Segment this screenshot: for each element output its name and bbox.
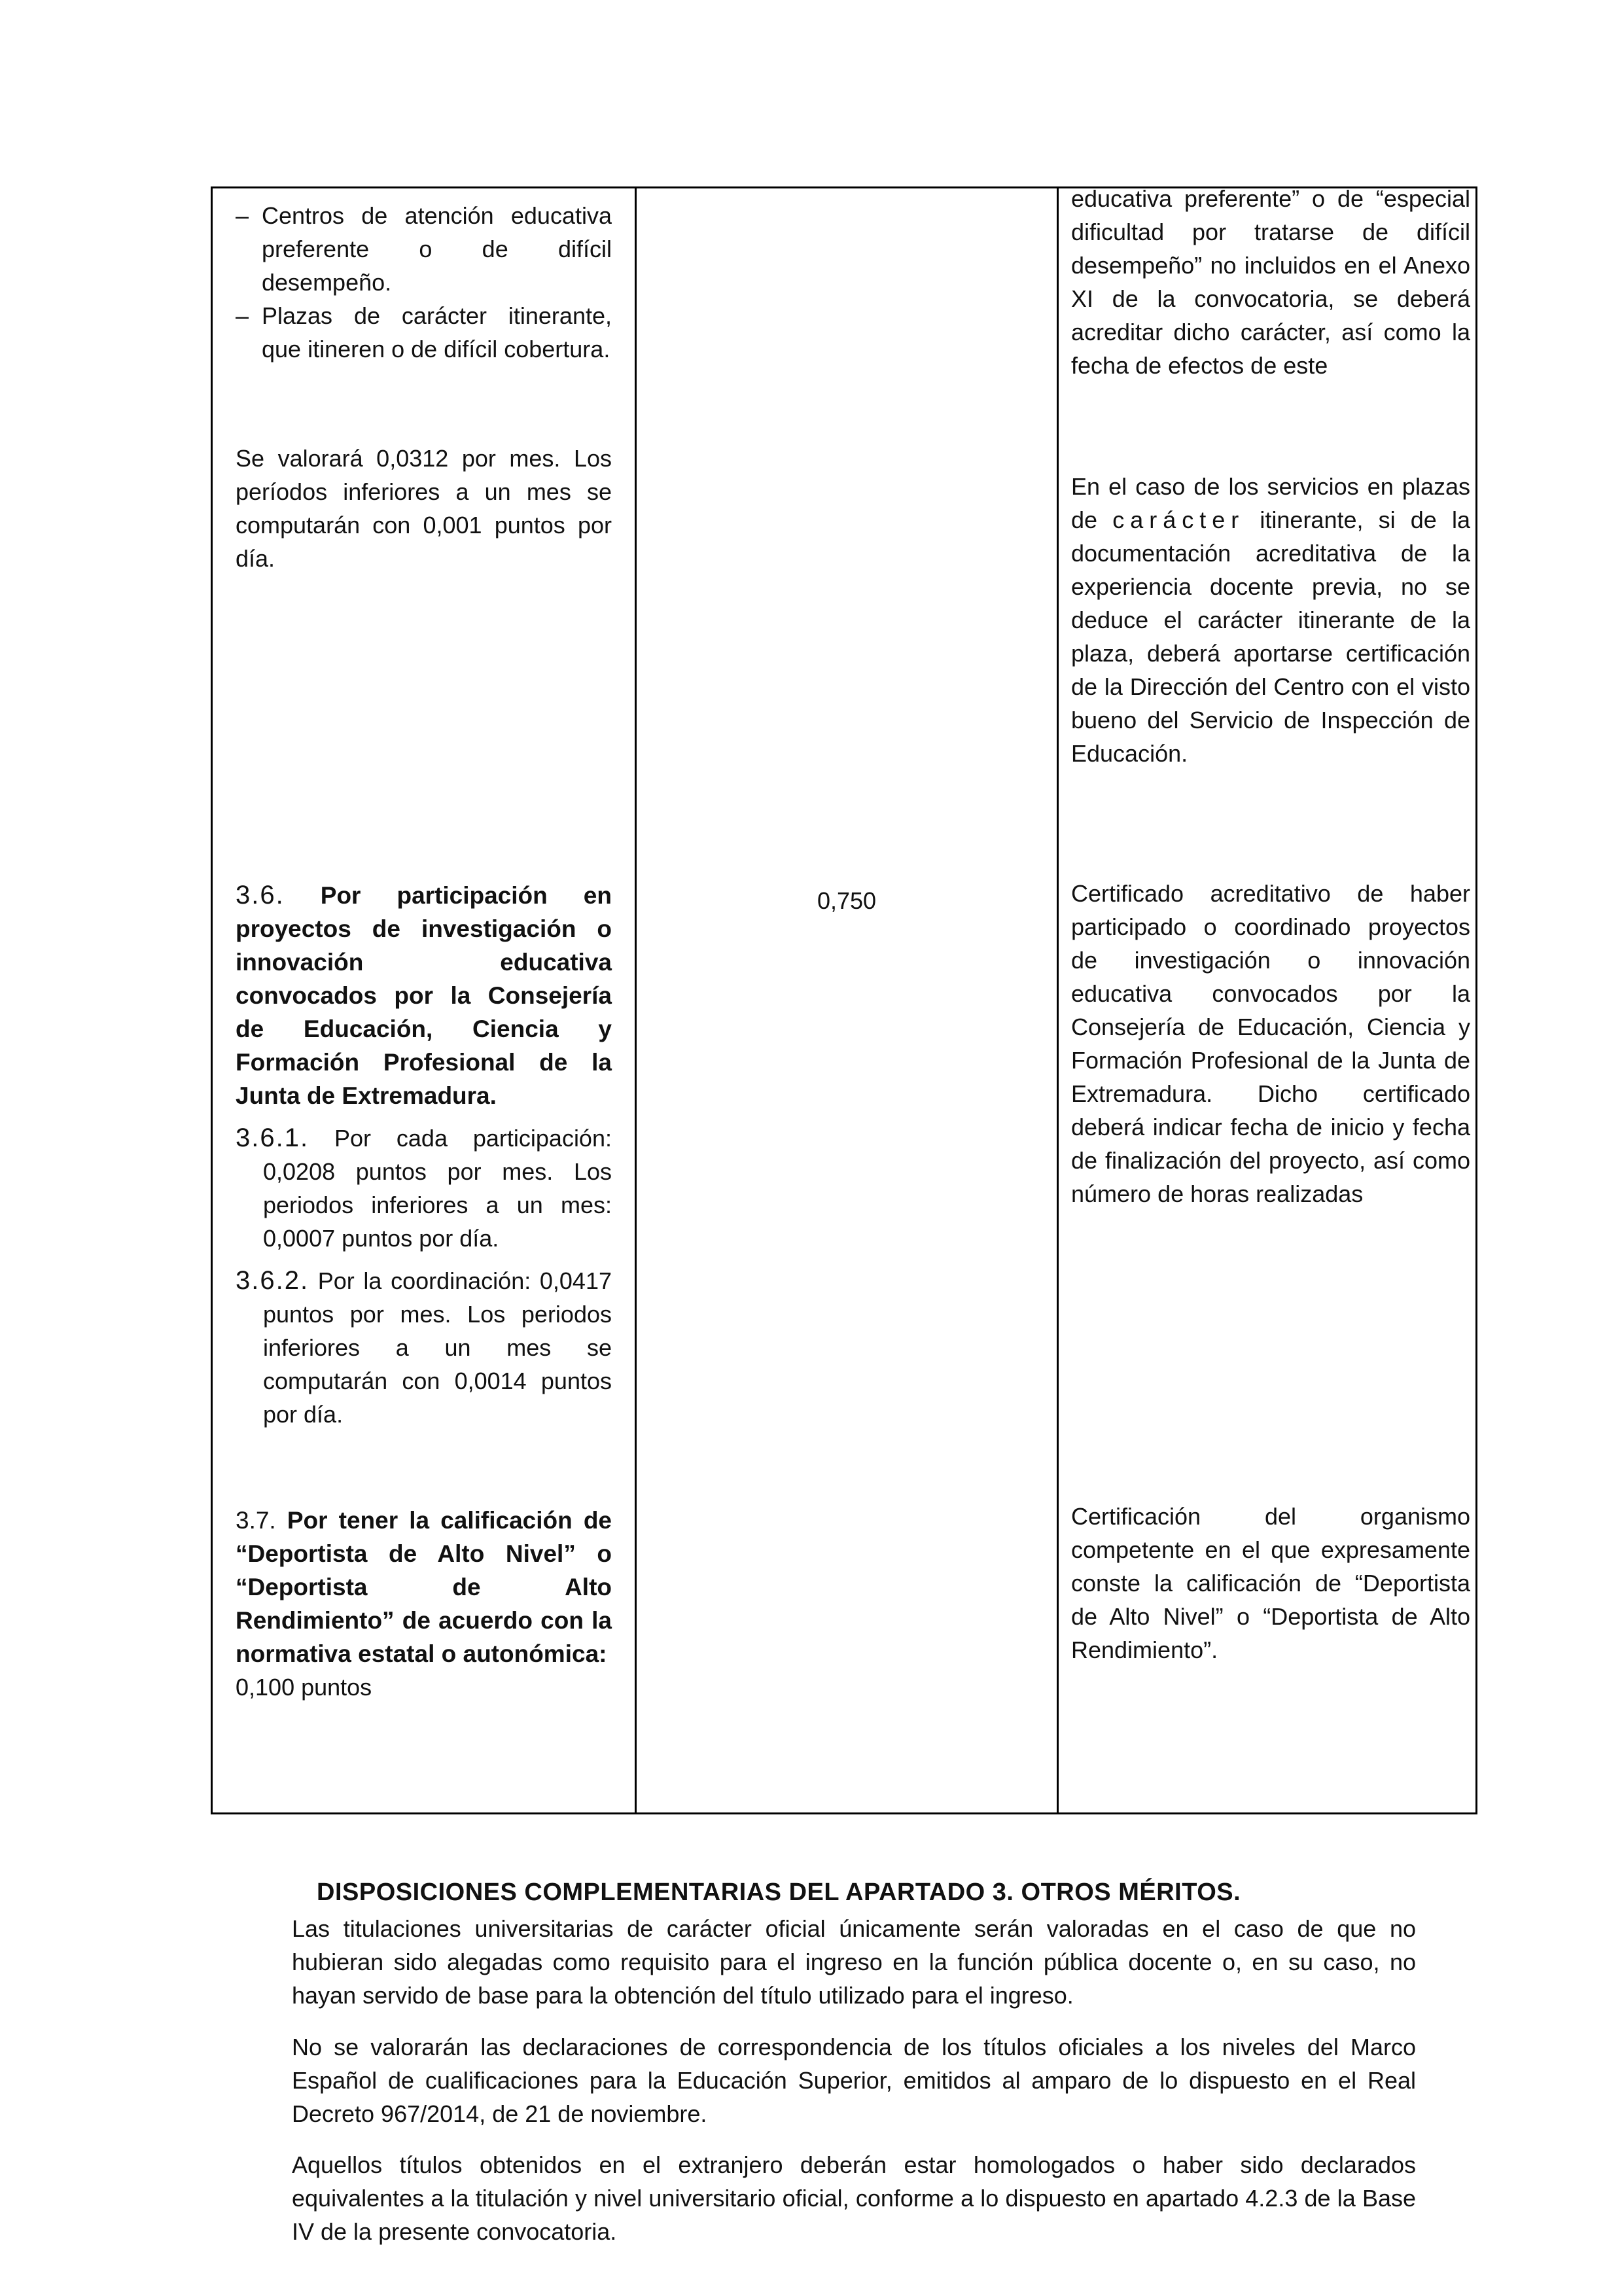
bullet-text: Centros de atención educativa preferente o de difícil desempeño.	[262, 202, 612, 296]
subsection-number: 3.6.2.	[236, 1266, 309, 1295]
subsection-3-6-1	[236, 1122, 612, 1255]
documentation-3-7	[1071, 1500, 1470, 1667]
score-value-3-6: 0,750	[817, 887, 877, 914]
text-fragment: En el caso de los servicios en plazas de	[1071, 473, 1470, 533]
paragraph: Las titulaciones universitarias de carácter oficial únicamente serán valoradas en el caso de que no hubieran sido alegadas como requisito para el ingreso en la función pública docente o, en su caso, no hayan servido de base para la obtención del título utilizado para el ingreso.	[292, 1915, 1416, 2009]
paragraph: No se valorarán las declaraciones de correspondencia de los títulos oficiales a los niveles del Marco Español de cualificaciones para la Educación Superior, emitidos al amparo de lo dispuesto en el Real Decreto 967/2014, de 21 de noviembre.	[292, 2034, 1416, 2127]
documentation-text	[1071, 470, 1470, 770]
section-title: Por participación en proyectos de investigación o innovación educativa convocados por la Consejería de Educación, Ciencia y Formación Profesional de la Junta de Extremadura.	[236, 882, 612, 1109]
merits-table	[211, 186, 1477, 1814]
section-title: Por tener la calificación de “Deportista de Alto Nivel” o “Deportista de Alto Rendimiento” de acuerdo con la normativa estatal o autonómica:	[236, 1507, 612, 1667]
subsection-text: Por cada participación: 0,0208 puntos por mes. Los periodos inferiores a un mes: 0,0007 puntos por día.	[263, 1125, 612, 1252]
bullet-item	[236, 199, 612, 299]
bullet-marker: –	[236, 302, 249, 329]
paragraph: Aquellos títulos obtenidos en el extranjero deberán estar homologados o haber sido declarados equivalentes a la titulación y nivel universitario oficial, conforme a lo dispuesto en apartado 4.2.3 de la Base IV de la presente convocatoria.	[292, 2151, 1416, 2245]
subsection-text: Por la coordinación: 0,0417 puntos por mes. Los periodos inferiores a un mes se computarán con 0,0014 puntos por día.	[263, 1267, 612, 1428]
bullet-text: Plazas de carácter itinerante, que itineren o de difícil cobertura.	[262, 302, 612, 362]
column-divider	[1057, 188, 1059, 1812]
subsection-3-6-2	[236, 1264, 612, 1431]
text-fragment: itinerante, si de la documentación acreditativa de la experiencia docente previa, no se deduce el carácter itinerante de la plaza, deberá aportarse certificación de la Dirección del Centro con el visto bueno del Servicio de Inspección de Educación.	[1071, 506, 1470, 767]
documentation-text: educativa preferente” o de “especial dificultad por tratarse de difícil desempeño” no incluidos en el Anexo XI de la convocatoria, se deberá acreditar dicho carácter, así como la fecha de efectos de este	[1071, 185, 1470, 379]
column-divider	[635, 188, 637, 1812]
subsection-number: 3.6.1.	[236, 1123, 309, 1152]
section-3-7-heading	[236, 1504, 612, 1670]
centers-documentation	[1071, 182, 1470, 382]
section-heading: DISPOSICIONES COMPLEMENTARIAS DEL APARTADO 3. OTROS MÉRITOS.	[317, 1879, 1241, 1906]
section-3-7-points: 0,100 puntos	[236, 1674, 372, 1701]
spaced-word: carácter	[1112, 506, 1245, 533]
section-3-6	[236, 879, 612, 1431]
documentation-text: Certificado acreditativo de haber participado o coordinado proyectos de investigación o innovación educativa convocados por la Consejería de Educación, Ciencia y Formación Profesional de la Junta de Extremadura. Dicho certificado deberá indicar fecha de inicio y fecha de finalización del proyecto, así como número de horas realizadas	[1071, 880, 1470, 1207]
section-number: 3.7.	[236, 1507, 276, 1534]
documentation-text: Certificación del organismo competente en el que expresamente conste la calificación de “Deportista de Alto Nivel” o “Deportista de Alto Rendimiento”.	[1071, 1503, 1470, 1663]
documentation-3-6	[1071, 877, 1470, 1210]
valuation-text: Se valorará 0,0312 por mes. Los períodos inferiores a un mes se computarán con 0,001 puntos por día.	[236, 445, 612, 572]
section-3-6-heading	[236, 879, 612, 1112]
itinerant-documentation	[1071, 470, 1470, 770]
bullet-marker: –	[236, 202, 249, 229]
section-3-7	[236, 1504, 612, 1704]
bullet-item	[236, 299, 612, 366]
section-number: 3.6.	[236, 881, 285, 910]
valuation-rule	[236, 442, 612, 575]
centers-bullet-list	[236, 199, 612, 366]
